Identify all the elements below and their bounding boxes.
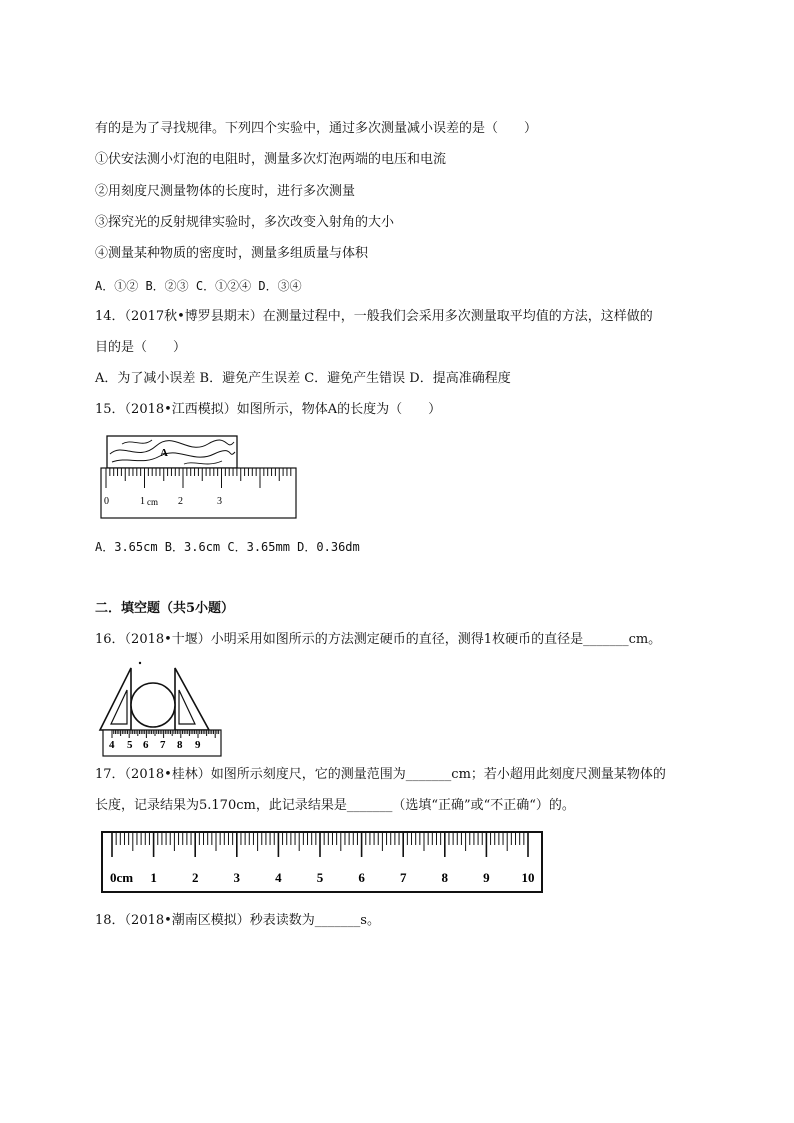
q18-stem: 18．（2018•潮南区模拟）秒表读数为_______s。 — [95, 913, 380, 928]
q17-tick-label: 8 — [441, 870, 449, 885]
q17-tick-label: 2 — [191, 870, 199, 885]
q17-stem-line2: 长度，记录结果为5.170cm，此记录结果是_______（选填“正确”或“不正确“）的。 — [95, 798, 575, 813]
q15-ruler-figure — [98, 434, 302, 520]
q15-tick-label-0: 0 — [104, 496, 109, 507]
q16-tick-label-6: 6 — [143, 739, 149, 751]
q13-stem-tail: 有的是为了寻找规律。下列四个实验中，通过多次测量减小误差的是（ ） — [95, 121, 538, 136]
q16-left-triangle — [100, 668, 131, 730]
q17-tick-label: 4 — [275, 870, 282, 885]
q16-coin-figure — [97, 660, 225, 760]
q16-stem: 16．（2018•十堰）小明采用如图所示的方法测定硬币的直径，测得1枚硬币的直径是_______cm。 — [95, 632, 662, 647]
q17-tick-label: 10 — [521, 870, 535, 885]
q16-tick-label-9: 9 — [195, 739, 201, 751]
q17-tick-label: 0cm — [110, 870, 134, 885]
q14-stem-line2: 目的是（ ） — [95, 340, 187, 355]
q13-options: A．①② B．②③ C．①②④ D．③④ — [95, 279, 302, 293]
q15-tick-label-2: 2 — [178, 496, 183, 507]
q16-dot — [139, 662, 141, 664]
q17-ruler-figure — [100, 830, 544, 894]
q16-right-triangle — [175, 668, 209, 730]
q16-tick-label-5: 5 — [127, 739, 133, 751]
q17-tick-label: 9 — [483, 870, 490, 885]
q13-item-2: ②用刻度尺测量物体的长度时，进行多次测量 — [95, 184, 356, 199]
q13-item-4: ④测量某种物质的密度时，测量多组质量与体积 — [95, 246, 369, 261]
q15-tick-label-3: 3 — [217, 496, 222, 507]
q17-tick-label: 5 — [316, 870, 324, 885]
q17-tick-label: 1 — [150, 870, 157, 885]
q16-coin — [131, 683, 175, 727]
q13-item-3: ③探究光的反射规律实验时，多次改变入射角的大小 — [95, 215, 395, 230]
q17-tick-label: 3 — [233, 870, 241, 885]
q15-stem: 15．（2018•江西模拟）如图所示，物体A的长度为（ ） — [95, 402, 442, 417]
q15-unit-label: cm — [147, 497, 158, 507]
q16-tick-label-7: 7 — [160, 739, 166, 751]
q14-stem-line1: 14．（2017秋•博罗县期末）在测量过程中，一般我们会采用多次测量取平均值的方法，这样做的 — [95, 309, 653, 324]
q15-object-a — [107, 436, 237, 468]
q17-tick-label: 6 — [358, 870, 365, 885]
q13-item-1: ①伏安法测小灯泡的电阻时，测量多次灯泡两端的电压和电流 — [95, 152, 447, 167]
q16-tick-label-8: 8 — [177, 739, 183, 751]
q15-tick-label-1: 1 — [140, 496, 145, 507]
q17-stem-line1: 17．（2018•桂林）如图所示刻度尺，它的测量范围为_______cm；若小超用此刻度尺测量某物体的 — [95, 767, 666, 782]
q16-tick-label-4: 4 — [109, 739, 115, 751]
q14-options: A．为了减小误差 B．避免产生误差 C．避免产生错误 D．提高准确程度 — [95, 371, 511, 386]
q15-object-label: A — [160, 447, 168, 459]
q15-options: A．3.65cm B．3.6cm C．3.65mm D．0.36dm — [95, 540, 360, 554]
q17-tick-label: 7 — [399, 870, 407, 885]
section-2-title: 二．填空题（共5小题） — [95, 601, 235, 616]
